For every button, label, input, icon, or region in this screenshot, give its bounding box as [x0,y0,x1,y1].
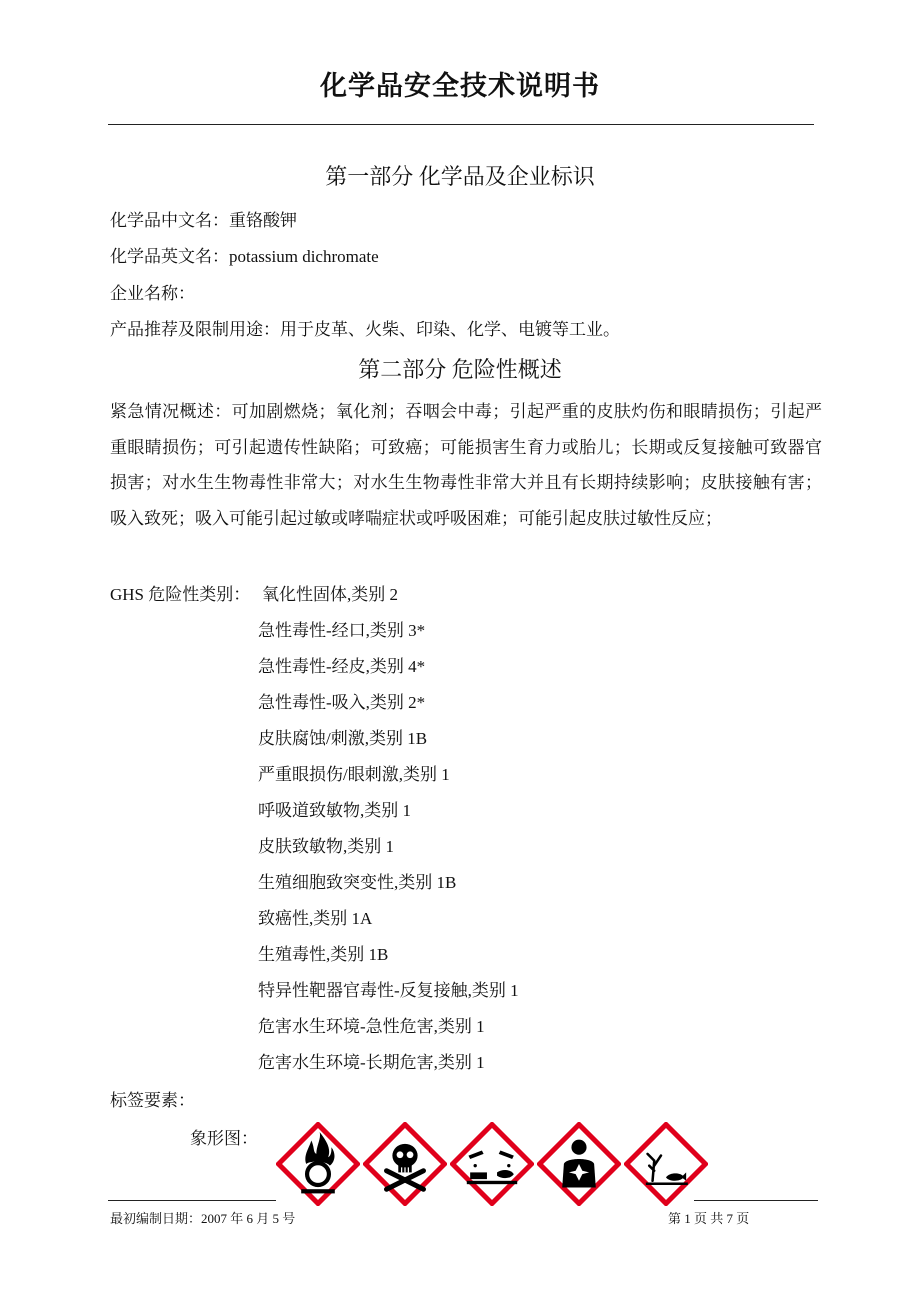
section1-heading: 第一部分 化学品及企业标识 [325,164,595,189]
ghs-category: 特异性靶器官毒性-反复接触,类别 1 [258,981,519,1000]
title-divider [108,124,814,125]
ghs-category: 危害水生环境-长期危害,类别 1 [258,1053,485,1072]
section2-heading: 第二部分 危险性概述 [358,357,562,382]
ghs-category: 危害水生环境-急性危害,类别 1 [258,1017,485,1036]
chemical-cn-name: 化学品中文名：重铬酸钾 [110,211,297,230]
pictogram-label: 象形图： [190,1129,258,1148]
ghs-category: 氧化性固体,类别 2 [262,585,398,604]
ghs-category: 生殖细胞致突变性,类别 1B [258,873,457,892]
ghs-category: 急性毒性-吸入,类别 2* [258,693,426,712]
ghs-category: 急性毒性-经口,类别 3* [258,621,426,640]
ghs-category: 严重眼损伤/眼刺激,类别 1 [258,765,450,784]
footer-rule-right [694,1200,818,1201]
health-hazard-icon [537,1122,621,1206]
emergency-overview: 紧急情况概述：可加剧燃烧；氧化剂；吞咽会中毒；引起严重的皮肤灼伤和眼睛损伤；引起严重眼睛损伤；可引起遗传性缺陷；可致癌；可能损害生育力或胎儿；长期或反复接触可致器官损害；对水生生物毒性非常大；对水生生物毒性非常大并且有长期持续影响；皮肤接触有害；吸入致死；吸入可能引起过敏或哮喘症状或呼吸困难；可能引起皮肤过敏性反应； [110,402,822,528]
ghs-label: GHS 危险性类别： [110,585,251,604]
ghs-category: 皮肤致敏物,类别 1 [258,837,394,856]
label-elements: 标签要素： [110,1091,195,1110]
recommended-usage: 产品推荐及限制用途：用于皮革、火柴、印染、化学、电镀等工业。 [110,320,620,339]
ghs-category: 生殖毒性,类别 1B [258,945,389,964]
ghs-category: 急性毒性-经皮,类别 4* [258,657,426,676]
footer-page-number: 第 1 页 共 7 页 [668,1211,750,1226]
ghs-category: 皮肤腐蚀/刺激,类别 1B [258,729,428,748]
skull-crossbones-icon [363,1122,447,1206]
company-name: 企业名称： [110,284,195,303]
document-title: 化学品安全技术说明书 [320,71,600,102]
ghs-pictograms [276,1122,708,1206]
ghs-category: 致癌性,类别 1A [258,909,373,928]
environment-icon [624,1122,708,1206]
corrosion-icon [450,1122,534,1206]
flame-over-circle-icon [276,1122,360,1206]
chemical-en-name: 化学品英文名：potassium dichromate [110,247,379,266]
footer-date: 最初编制日期：2007 年 6 月 5 号 [110,1211,296,1226]
ghs-category: 呼吸道致敏物,类别 1 [258,801,411,820]
footer-rule-left [108,1200,276,1201]
